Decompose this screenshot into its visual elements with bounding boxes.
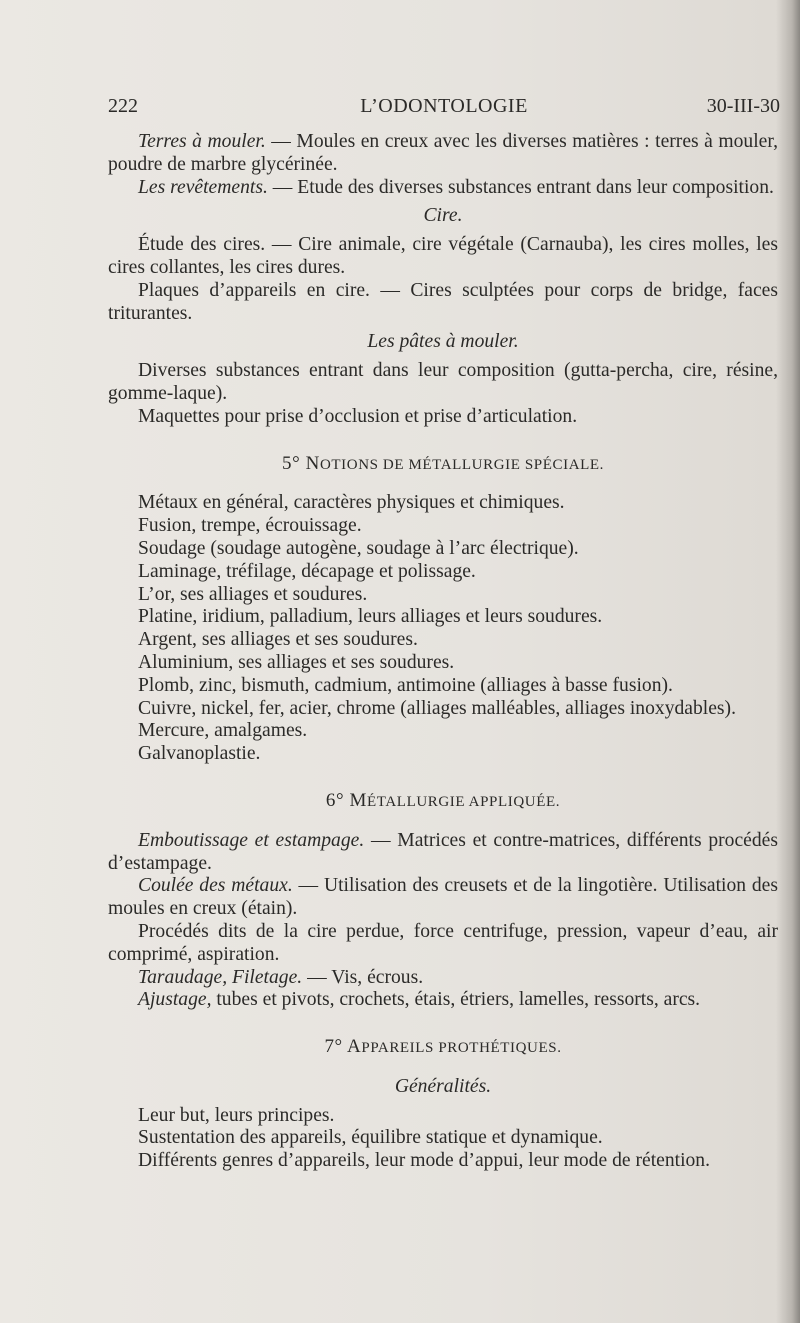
list-item: Sustentation des appareils, équilibre statique et dynamique. <box>138 1127 603 1149</box>
term: Ajustage, <box>138 989 212 1011</box>
section-title: PPAREILS PROTHÉTIQUES. <box>361 1040 562 1057</box>
paragraph: Maquettes pour prise d’occlusion et prise d’articulation. <box>138 405 578 427</box>
paragraph-text: — Utilisation des creusets et de la lingotière. Utilisation des moules en creux (étain). <box>108 875 778 920</box>
section-number: 6° <box>325 789 350 811</box>
subheading-pates: Les pâtes à mouler. <box>367 331 519 353</box>
list-item: Plomb, zinc, bismuth, cadmium, antimoine (alliages à basse fusion). <box>138 674 673 696</box>
section-number: 5° <box>281 452 306 474</box>
term: Coulée des métaux. <box>138 875 293 897</box>
list-item: Leur but, leurs principes. <box>138 1104 335 1126</box>
paragraph: Plaques d’appareils en cire. — Cires sculptées pour corps de bridge, faces triturantes. <box>108 279 778 324</box>
term: Terres à mouler. <box>138 131 266 152</box>
term: Les revêtements. <box>138 176 268 198</box>
paragraph: Étude des cires. — Cire animale, cire végétale (Carnauba), les cires molles, les cires collantes, les cires dures. <box>108 234 778 278</box>
term: Taraudage, Filetage. <box>138 966 303 988</box>
paragraph-ajustage <box>108 989 778 1012</box>
paragraph-text: — Vis, écrous. <box>302 966 424 988</box>
section-title: OTIONS DE MÉTALLURGIE SPÉCIALE. <box>319 456 605 473</box>
list-item: Différents genres d’appareils, leur mode d’appui, leur mode de rétention. <box>138 1150 711 1172</box>
journal-title: L’ODONTOLOGIE <box>360 95 528 117</box>
paragraph-text: — Etude des diverses substances entrant dans leur composition. <box>267 176 774 198</box>
paragraph-text: — Moules en creux avec les diverses matières : terres à mouler, poudre de marbre glycérinée. <box>108 131 779 175</box>
section-heading-6 <box>108 790 778 814</box>
section-heading-7 <box>108 1036 778 1060</box>
section-initial: N <box>305 452 320 474</box>
list-item: L’or, ses alliages et soudures. <box>138 583 368 605</box>
list-item: Mercure, amalgames. <box>138 720 308 742</box>
term: Emboutissage et estampage. <box>138 829 365 851</box>
section-number: 7° <box>324 1036 348 1058</box>
list-item: Argent, ses alliages et ses soudures. <box>138 629 418 651</box>
section-initial: M <box>349 789 368 811</box>
list-item: Métaux en général, caractères physiques et chimiques. <box>138 492 565 514</box>
list-item: Soudage (soudage autogène, soudage à l’arc électrique). <box>138 537 579 559</box>
page-body <box>108 131 778 1173</box>
section-title: ÉTALLURGIE APPLIQUÉE. <box>367 793 561 810</box>
paragraph: Procédés dits de la cire perdue, force centrifuge, pression, vapeur d’eau, air comprimé, aspiration. <box>108 920 778 965</box>
paragraph-taraudage <box>108 967 778 990</box>
subheading-cire: Cire. <box>423 205 463 227</box>
section-5-items <box>108 492 778 766</box>
list-item: Galvanoplastie. <box>138 743 261 765</box>
subheading-generalites: Généralités. <box>394 1075 492 1097</box>
paragraph-emboutissage <box>108 830 778 876</box>
paragraph-text: — Matrices et contre-matrices, différents procédés d’estampage. <box>108 829 778 874</box>
paragraph: Diverses substances entrant dans leur composition (gutta-percha, cire, résine, gomme-laque). <box>108 360 778 404</box>
list-item: Cuivre, nickel, fer, acier, chrome (alliages malléables, alliages inoxydables). <box>138 697 736 719</box>
running-header <box>108 95 780 125</box>
paragraph-terres <box>108 131 778 177</box>
list-item: Platine, iridium, palladium, leurs alliages et leurs soudures. <box>138 606 603 628</box>
section-heading-5 <box>108 453 778 477</box>
paragraph-coulee <box>108 875 778 921</box>
issue-date: 30-III-30 <box>706 95 780 117</box>
paragraph-text: tubes et pivots, crochets, étais, étriers, lamelles, ressorts, arcs. <box>211 989 701 1011</box>
list-item: Fusion, trempe, écrouissage. <box>138 515 362 537</box>
section-initial: A <box>347 1036 362 1058</box>
list-item: Aluminium, ses alliages et ses soudures. <box>138 651 455 673</box>
paragraph-revetements <box>108 177 778 200</box>
list-item: Laminage, tréfilage, décapage et polissage. <box>138 560 476 582</box>
page-number: 222 <box>108 95 138 117</box>
